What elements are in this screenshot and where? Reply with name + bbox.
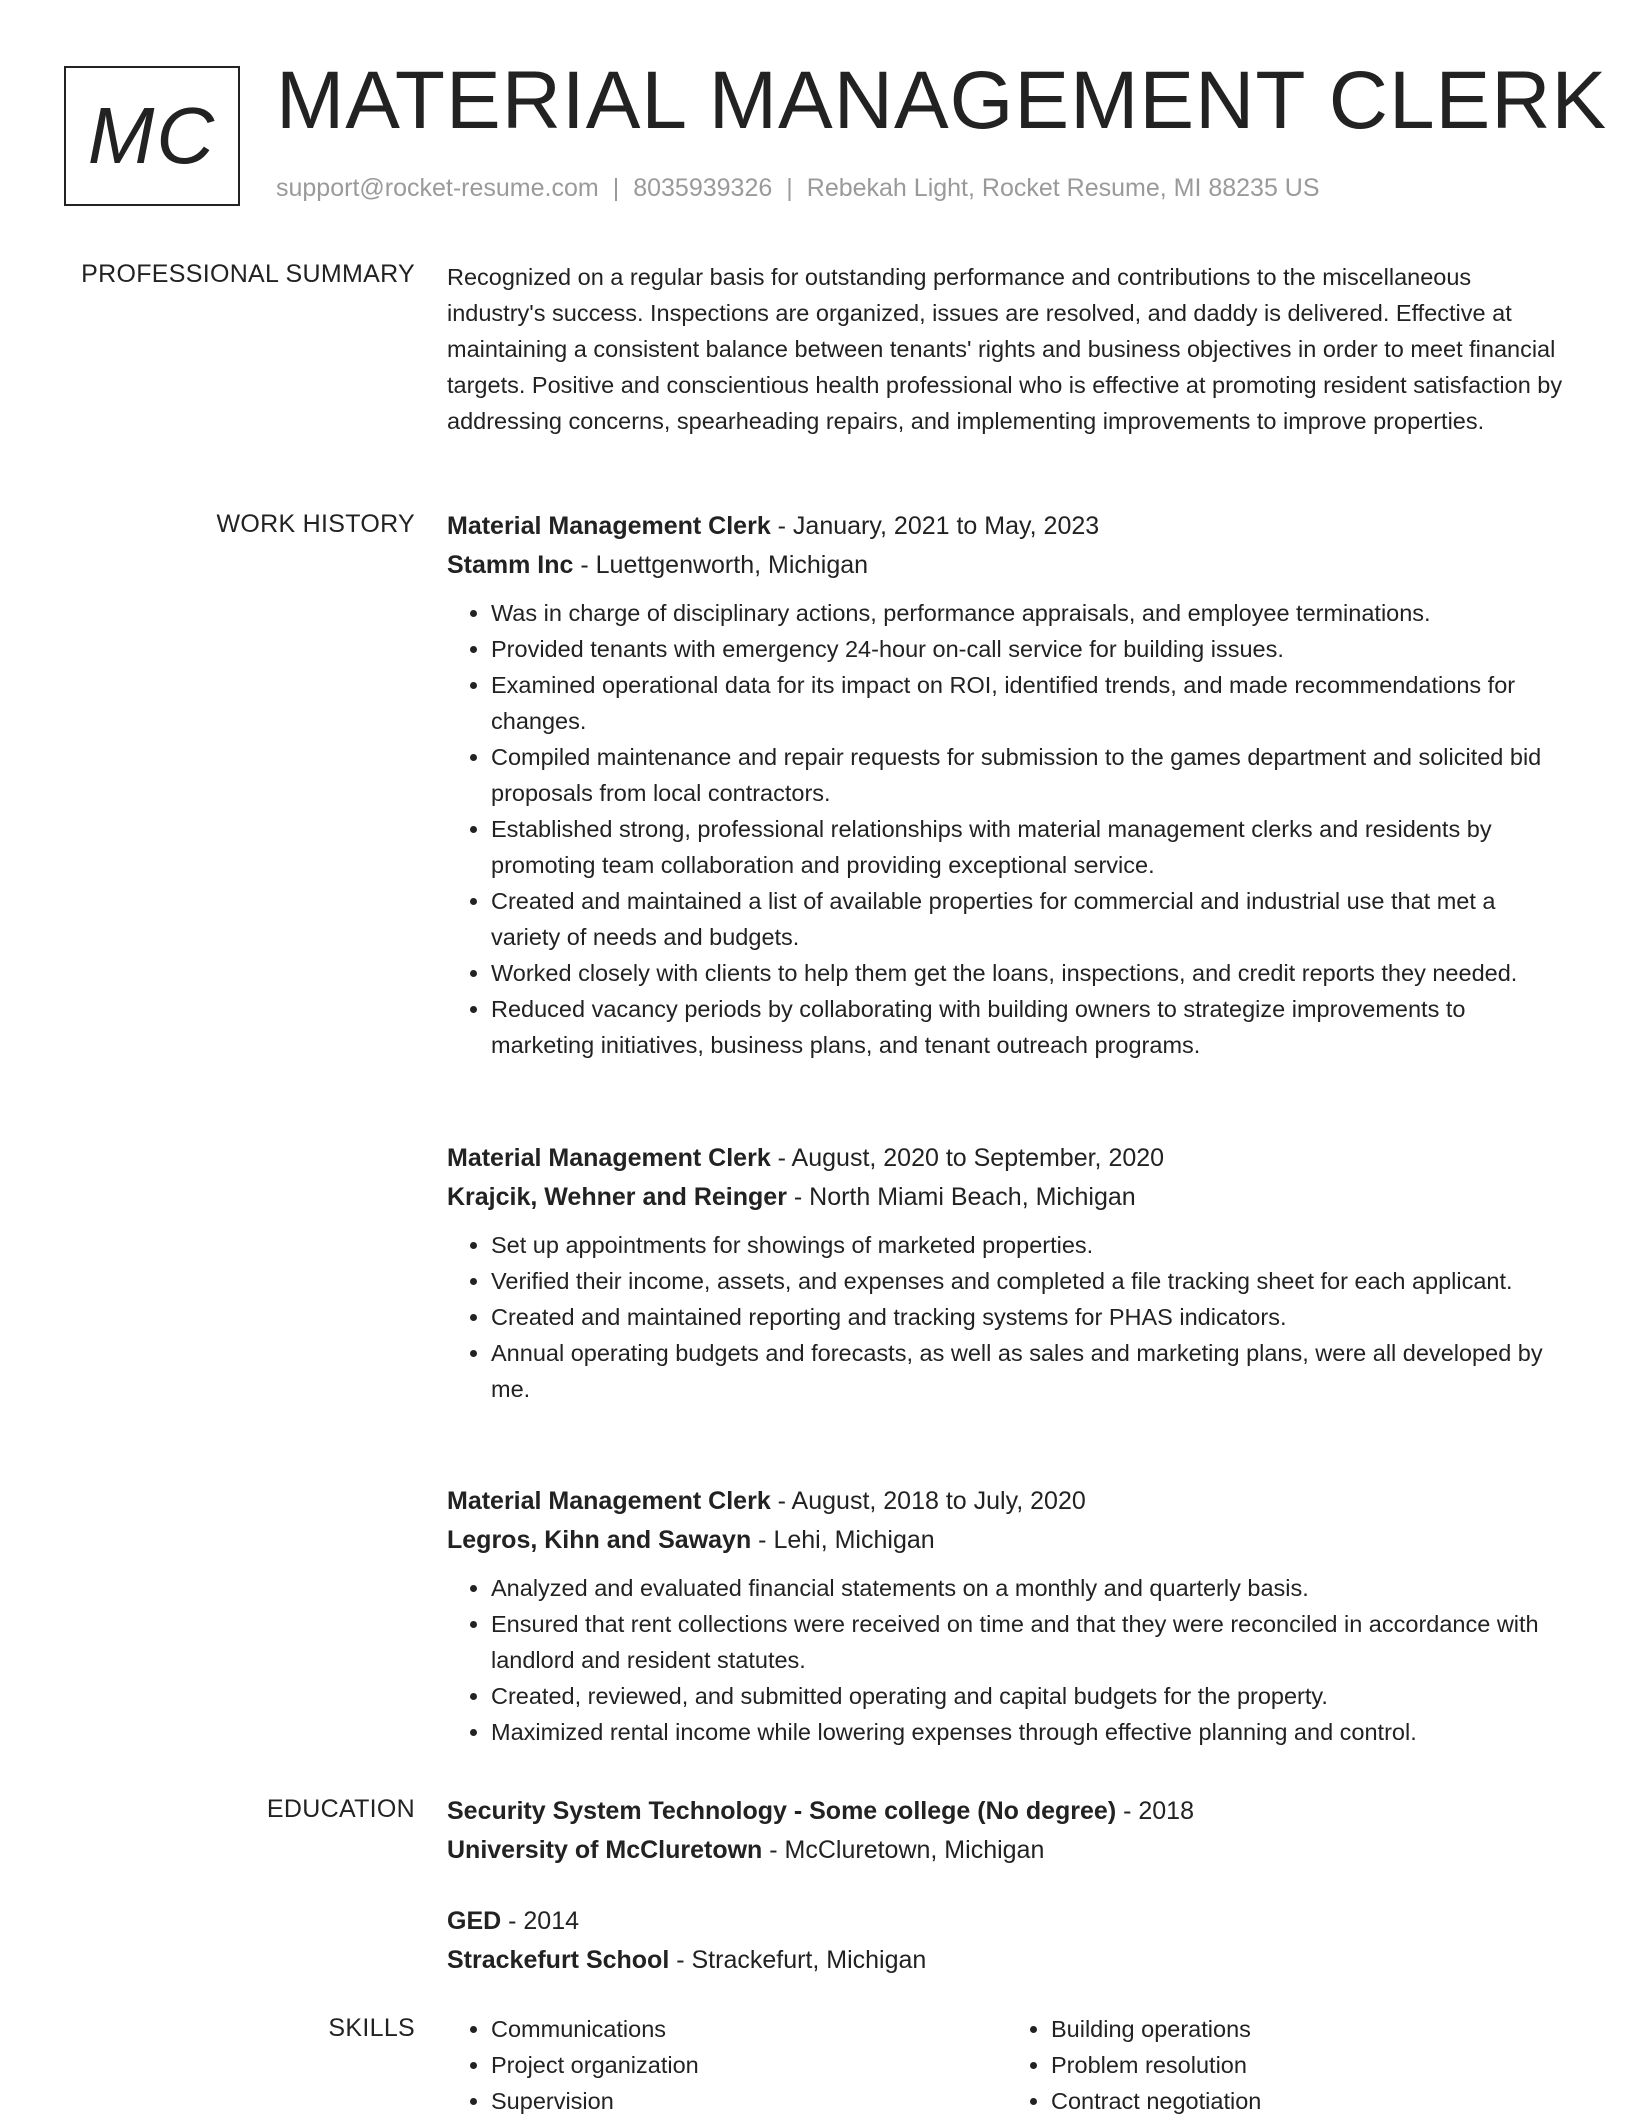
resume-name: MATERIAL MANAGEMENT CLERK <box>276 55 1608 146</box>
section-label-skills: SKILLS <box>328 2014 415 2042</box>
education-degree-line <box>447 1792 1567 1831</box>
list-item: • Established strong, professional relationships with material management clerks and residents by promoting team collaboration and providing exceptional service. <box>491 811 1567 883</box>
education-school-line <box>447 1941 1567 1980</box>
list-item: • Compiled maintenance and repair requests for submission to the games department and solicited bid proposals from local contractors. <box>491 739 1567 811</box>
education-school: Strackefurt School <box>447 1946 670 1974</box>
education-degree: Security System Technology - Some college (No degree) <box>447 1797 1117 1825</box>
list-item: • Created and maintained reporting and tracking systems for PHAS indicators. <box>491 1299 1567 1335</box>
job-bullets <box>447 1570 1567 1750</box>
list-item: • Verified their income, assets, and expenses and completed a file tracking sheet for each applicant. <box>491 1263 1567 1299</box>
education-year: - 2018 <box>1116 1797 1194 1825</box>
job-location: - North Miami Beach, Michigan <box>786 1183 1136 1211</box>
section-label-summary: PROFESSIONAL SUMMARY <box>81 260 415 288</box>
contact-phone[interactable]: 8035939326 <box>633 174 773 202</box>
job-title-line <box>447 1139 1567 1178</box>
skill-item: • Project organization <box>491 2047 1007 2083</box>
list-item: • Was in charge of disciplinary actions, performance appraisals, and employee terminations. <box>491 595 1567 631</box>
job-company: Legros, Kihn and Sawayn <box>447 1526 752 1554</box>
job-title: Material Management Clerk <box>447 512 771 540</box>
section-label-work: WORK HISTORY <box>216 510 415 538</box>
skill-item: • Contract negotiation <box>1051 2083 1567 2119</box>
education-degree-line <box>447 1902 1567 1941</box>
job-title: Material Management Clerk <box>447 1144 771 1172</box>
job-location: - Luettgenworth, Michigan <box>573 551 869 579</box>
list-item: • Annual operating budgets and forecasts, as well as sales and marketing plans, were all developed by me. <box>491 1335 1567 1407</box>
list-item: • Created and maintained a list of available properties for commercial and industrial use that met a variety of needs and budgets. <box>491 883 1567 955</box>
skill-item: • Building operations <box>1051 2011 1567 2047</box>
section-label-education: EDUCATION <box>266 1795 415 1823</box>
work-history-section-3 <box>447 1482 1567 1750</box>
skill-item: • Communications <box>491 2011 1007 2047</box>
work-history-section <box>447 507 1567 1063</box>
education-school-line <box>447 1831 1567 1870</box>
monogram-box: MC <box>64 66 240 206</box>
job-company: Krajcik, Wehner and Reinger <box>447 1183 787 1211</box>
list-item: • Examined operational data for its impact on ROI, identified trends, and made recommendations for changes. <box>491 667 1567 739</box>
list-item: • Provided tenants with emergency 24-hour on-call service for building issues. <box>491 631 1567 667</box>
skills-list-left <box>447 2011 1007 2119</box>
list-item: • Maximized rental income while lowering expenses through effective planning and control. <box>491 1714 1567 1750</box>
contact-address: Rebekah Light, Rocket Resume, MI 88235 US <box>806 174 1320 202</box>
skill-item: • Problem resolution <box>1051 2047 1567 2083</box>
job-title-line <box>447 507 1567 546</box>
job-bullets <box>447 595 1567 1063</box>
list-item: • Analyzed and evaluated financial statements on a monthly and quarterly basis. <box>491 1570 1567 1606</box>
education-location: - McCluretown, Michigan <box>762 1836 1045 1864</box>
skill-item: • Supervision <box>491 2083 1007 2119</box>
list-item: • Worked closely with clients to help them get the loans, inspections, and credit reports they needed. <box>491 955 1567 991</box>
job-title-line <box>447 1482 1567 1521</box>
job-dates: - August, 2020 to September, 2020 <box>770 1144 1165 1172</box>
job-company-line <box>447 1178 1567 1217</box>
education-school: University of McCluretown <box>447 1836 763 1864</box>
job-company-line <box>447 1521 1567 1560</box>
job-dates: - January, 2021 to May, 2023 <box>770 512 1100 540</box>
skills-section <box>447 2011 1567 2119</box>
work-history-section-2 <box>447 1139 1567 1407</box>
job-location: - Lehi, Michigan <box>751 1526 935 1554</box>
contact-line <box>276 174 1320 203</box>
job-title: Material Management Clerk <box>447 1487 771 1515</box>
job-bullets <box>447 1227 1567 1407</box>
education-degree: GED <box>447 1907 502 1935</box>
list-item: • Ensured that rent collections were received on time and that they were reconciled in accordance with landlord and resident statutes. <box>491 1606 1567 1678</box>
contact-separator: | <box>786 174 793 202</box>
education-year: - 2014 <box>501 1907 580 1935</box>
job-entry <box>447 507 1567 1063</box>
education-location: - Strackefurt, Michigan <box>669 1946 927 1974</box>
list-item: • Reduced vacancy periods by collaborating with building owners to strategize improvements to marketing initiatives, business plans, and tenant outreach programs. <box>491 991 1567 1063</box>
summary-section <box>447 259 1567 439</box>
summary-text: Recognized on a regular basis for outstanding performance and contributions to the miscellaneous industry's success. Inspections are organized, issues are resolved, and daddy is delivered. Effective at maintaining a consistent balance between tenants' rights and business objectives in order to meet financial targets. Positive and conscientious health professional who is effective at promoting resident satisfaction by addressing concerns, spearheading repairs, and implementing improvements to improve properties. <box>447 264 1563 434</box>
contact-email[interactable]: support@rocket-resume.com <box>276 174 599 202</box>
skills-columns <box>447 2011 1567 2119</box>
contact-separator: | <box>612 174 620 202</box>
education-section-2 <box>447 1902 1567 1980</box>
job-entry <box>447 1482 1567 1750</box>
list-item: • Set up appointments for showings of marketed properties. <box>491 1227 1567 1263</box>
list-item: • Created, reviewed, and submitted operating and capital budgets for the property. <box>491 1678 1567 1714</box>
job-company-line <box>447 546 1567 585</box>
job-company: Stamm Inc <box>447 551 574 579</box>
education-section <box>447 1792 1567 1870</box>
job-dates: - August, 2018 to July, 2020 <box>770 1487 1086 1515</box>
job-entry <box>447 1139 1567 1407</box>
skills-list-right <box>1007 2011 1567 2119</box>
